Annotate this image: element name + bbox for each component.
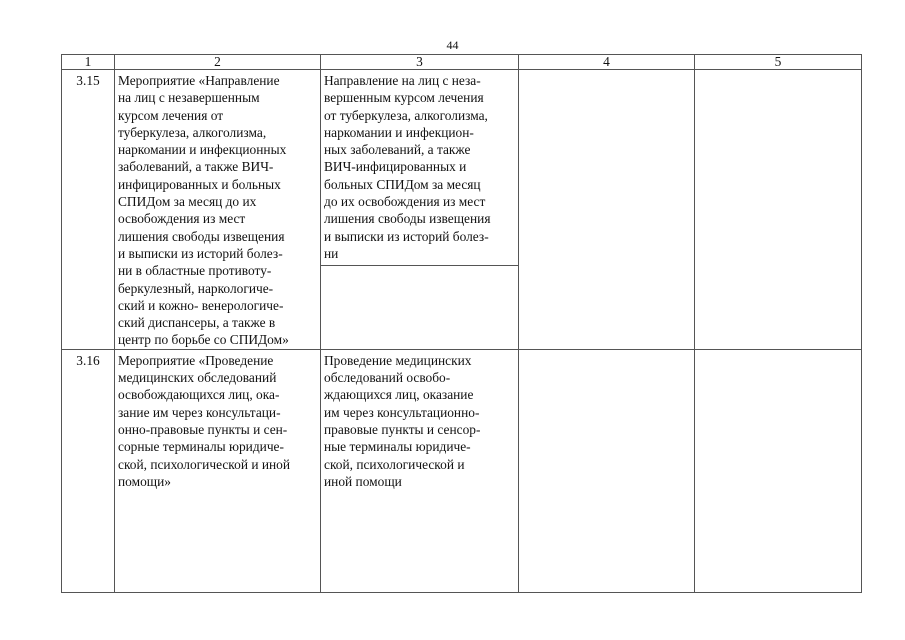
text-line: заболеваний, а также ВИЧ- <box>118 159 274 175</box>
text-line: лишения свободы извещения <box>118 228 285 244</box>
measure-title-cell <box>115 70 321 350</box>
column-header-4: 4 <box>519 55 695 70</box>
text-line: наркомании и инфекционных <box>118 142 287 158</box>
table-row <box>62 349 862 592</box>
column-header-1: 1 <box>62 55 115 70</box>
text-line: и выписки из историй болез- <box>324 228 489 244</box>
text-line: Направление на лиц с неза- <box>324 73 481 88</box>
column-4-cell <box>519 349 695 592</box>
text-line: онно-правовые пункты и сен- <box>118 421 288 437</box>
text-line: Проведение медицинских <box>324 352 472 368</box>
column-header-3: 3 <box>321 55 519 70</box>
column-5-cell <box>695 70 862 350</box>
text-line: до их освобождения из мест <box>324 194 486 210</box>
text-line: туберкулеза, алкоголизма, <box>118 124 267 140</box>
measure-title-text <box>118 352 317 490</box>
text-line: лишения свободы извещения <box>324 211 491 227</box>
text-line: от туберкулеза, алкоголизма, <box>324 107 488 123</box>
text-line: ни <box>324 245 339 261</box>
column-5-cell <box>695 349 862 592</box>
text-line: СПИДом за месяц до их <box>118 194 257 210</box>
measure-description-cell <box>321 349 519 592</box>
text-line: ВИЧ-инфицированных и <box>324 159 467 175</box>
text-line: больных СПИДом за месяц <box>324 176 481 192</box>
text-line: обследований освобо- <box>324 370 451 386</box>
measure-description-text <box>321 72 518 266</box>
text-line: наркомании и инфекцион- <box>324 124 474 140</box>
text-line: иной помощи <box>324 473 402 489</box>
table-row <box>62 70 862 350</box>
text-line: ский и кожно- венерологиче- <box>118 297 284 313</box>
text-line: зание им через консультаци- <box>118 404 281 420</box>
text-line: на лиц с незавершенным <box>118 90 260 106</box>
measure-description-text <box>324 352 515 490</box>
text-line: освобождающихся лиц, ока- <box>118 387 280 403</box>
text-line: медицинских обследований <box>118 370 277 386</box>
text-line: ни в областные противоту- <box>118 263 272 279</box>
text-line: и выписки из историй болез- <box>118 245 283 261</box>
measures-table <box>61 54 862 593</box>
text-line: Мероприятие «Проведение <box>118 352 274 368</box>
text-line: центр по борьбе со СПИДом» <box>118 332 289 348</box>
column-4-cell <box>519 70 695 350</box>
text-line: беркулезный, наркологиче- <box>118 280 274 296</box>
measure-title-cell <box>115 349 321 592</box>
text-line: ные терминалы юридиче- <box>324 439 471 455</box>
text-line: ждающихся лиц, оказание <box>324 387 474 403</box>
text-line: освобождения из мест <box>118 211 246 227</box>
text-line: им через консультационно- <box>324 404 480 420</box>
text-line: Мероприятие «Направление <box>118 73 280 88</box>
row-number: 3.15 <box>62 70 115 350</box>
table-header-row <box>62 55 862 70</box>
text-line: ных заболеваний, а также <box>324 142 471 158</box>
text-line: курсом лечения от <box>118 107 224 123</box>
row-number: 3.16 <box>62 349 115 592</box>
text-line: вершенным курсом лечения <box>324 90 484 106</box>
page-number: 44 <box>446 38 459 52</box>
text-line: ский диспансеры, а также в <box>118 315 276 331</box>
text-line: помощи» <box>118 473 171 489</box>
text-line: ской, психологической и иной <box>118 456 291 472</box>
text-line: ской, психологической и <box>324 456 465 472</box>
text-line: инфицированных и больных <box>118 176 281 192</box>
column-header-2: 2 <box>115 55 321 70</box>
text-line: сорные терминалы юридиче- <box>118 439 284 455</box>
column-header-5: 5 <box>695 55 862 70</box>
measure-description-cell <box>321 70 519 350</box>
text-line: правовые пункты и сенсор- <box>324 421 481 437</box>
measure-title-text <box>118 72 317 349</box>
